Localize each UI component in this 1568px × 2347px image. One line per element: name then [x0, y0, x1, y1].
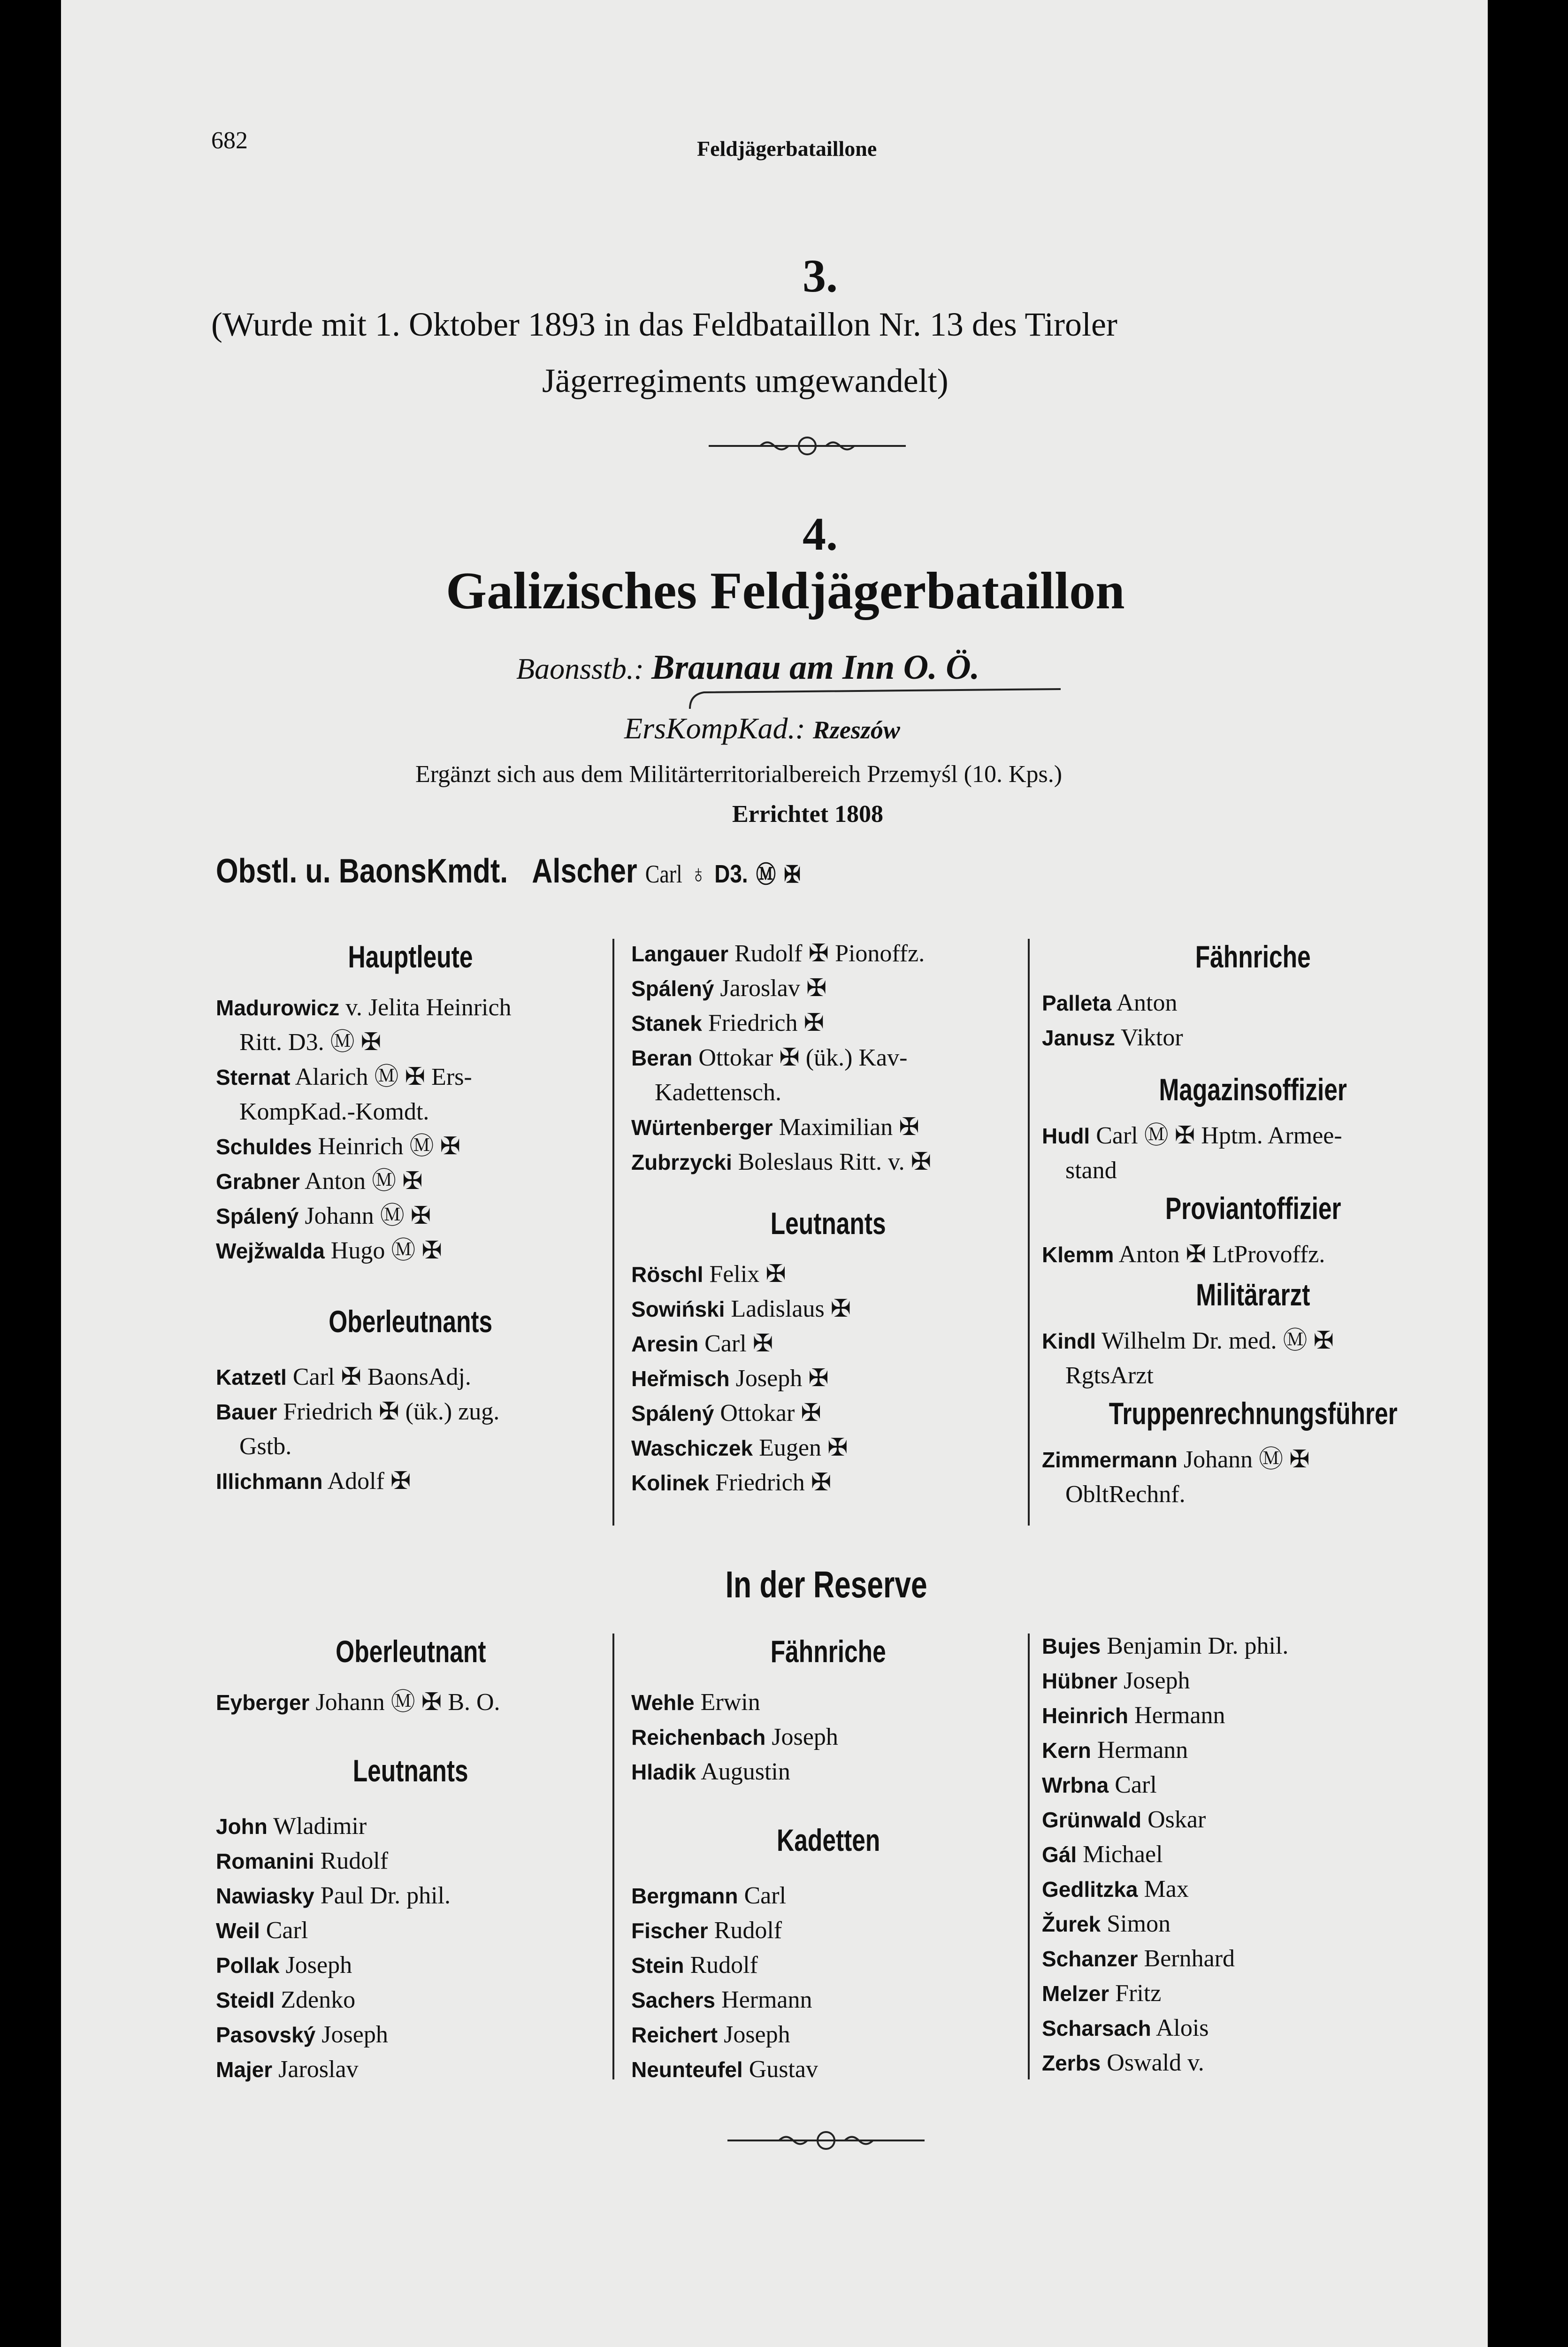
surname: Wehle — [631, 1690, 695, 1715]
reserve-col-2 — [631, 1634, 1025, 2087]
list-item — [216, 1129, 605, 1164]
entry-detail: Ottokar ✠ (ük.) Kav- — [692, 1044, 908, 1071]
entry-detail: RgtsArzt — [1065, 1362, 1154, 1389]
list-item — [1042, 1237, 1464, 1272]
list-item — [631, 1041, 1025, 1075]
underline-flourish — [685, 685, 1070, 713]
entry-detail: Boleslaus Ritt. v. ✠ — [732, 1149, 932, 1175]
surname: Bujes — [1042, 1634, 1101, 1658]
station-line — [516, 648, 979, 688]
entry-detail: Joseph — [315, 2021, 388, 2048]
reserve-col-3 — [1042, 1629, 1464, 2080]
list-item — [1042, 2011, 1464, 2046]
surname: Aresin — [631, 1332, 699, 1356]
surname: Illichmann — [216, 1469, 323, 1494]
list-item — [1042, 1442, 1464, 1477]
list-item — [1042, 1629, 1464, 1664]
entry-detail: Heinrich Ⓜ ✠ — [312, 1133, 461, 1160]
surname: John — [216, 1814, 268, 1839]
arzt-list — [1042, 1324, 1464, 1393]
list-item — [1042, 1153, 1464, 1188]
list-item — [631, 1110, 1025, 1145]
surname: Scharsach — [1042, 2016, 1151, 2040]
column-rule — [1028, 1634, 1030, 2079]
surname: Spálený — [631, 1401, 714, 1426]
surname: Stein — [631, 1953, 684, 1978]
list-item — [631, 1913, 1025, 1948]
list-item — [216, 1983, 605, 2017]
list-item — [216, 1879, 605, 1913]
list-item — [1042, 1872, 1464, 1907]
hauptleute-continued-list — [631, 936, 1025, 1180]
list-item — [1042, 986, 1464, 1020]
list-item — [631, 971, 1025, 1006]
list-item — [216, 1948, 605, 1983]
list-item — [631, 1720, 1025, 1755]
section-3-note-line1: (Wurde mit 1. Oktober 1893 in das Feldbataillon Nr. 13 des Tiroler — [211, 306, 1117, 343]
entry-detail: Ritt. D3. Ⓜ ✠ — [239, 1029, 382, 1056]
entry-detail: Hermann — [715, 1987, 812, 2013]
reserve-leutnants-list — [216, 1809, 605, 2087]
surname: Romanini — [216, 1849, 314, 1873]
surname: Gedlitzka — [1042, 1877, 1138, 1902]
entry-detail: Joseph — [718, 2021, 790, 2048]
surname: Bergmann — [631, 1884, 738, 1908]
list-item — [216, 1464, 605, 1499]
surname: Zerbs — [1042, 2051, 1101, 2075]
list-item — [216, 1429, 605, 1464]
list-item — [631, 1431, 1025, 1465]
list-item — [1042, 1837, 1464, 1872]
list-item — [216, 1844, 605, 1879]
active-col-3 — [1042, 939, 1464, 1512]
list-item — [631, 1361, 1025, 1396]
surname: Reichenbach — [631, 1725, 766, 1749]
entry-detail: Carl ✠ — [698, 1330, 773, 1357]
reserve-faehnriche-heading: Fähnriche — [770, 1634, 887, 1669]
list-item — [216, 1025, 605, 1060]
surname: Kindl — [1042, 1329, 1096, 1353]
entry-detail: Johann Ⓜ ✠ — [298, 1203, 431, 1229]
entry-detail: Wladimir — [267, 1813, 367, 1840]
hauptleute-heading: Hauptleute — [348, 939, 474, 974]
commander-name: Alscher — [532, 852, 637, 890]
proviant-list — [1042, 1237, 1464, 1272]
arzt-heading: Militärarzt — [1196, 1277, 1310, 1312]
list-item — [631, 1983, 1025, 2017]
page — [61, 0, 1488, 2347]
entry-detail: Adolf ✠ — [322, 1468, 411, 1495]
entry-detail: stand — [1065, 1157, 1117, 1184]
errichtet-line: Errichtet 1808 — [732, 801, 884, 828]
entry-detail: Joseph — [765, 1724, 838, 1750]
entry-detail: Johann Ⓜ ✠ B. O. — [309, 1689, 500, 1716]
erskomp-label: ErsKompKad.: — [624, 712, 805, 745]
surname: Hübner — [1042, 1669, 1117, 1693]
battalion-title: Galizisches Feldjägerbataillon — [446, 562, 1125, 620]
entry-detail: Carl Ⓜ ✠ Hptm. Armee- — [1090, 1122, 1342, 1149]
entry-detail: Gstb. — [239, 1433, 292, 1460]
station-label: Baonsstb.: — [516, 652, 644, 685]
entry-detail: Hermann — [1128, 1702, 1225, 1729]
commander-given: Carl — [645, 860, 682, 888]
entry-detail: ObltRechnf. — [1065, 1481, 1186, 1508]
entry-detail: v. Jelita Heinrich — [339, 994, 512, 1021]
surname: Palleta — [1042, 991, 1112, 1015]
surname: Gál — [1042, 1842, 1077, 1867]
list-item — [1042, 1119, 1464, 1153]
surname: Melzer — [1042, 1981, 1109, 2006]
entry-detail: Ottokar ✠ — [714, 1400, 821, 1427]
list-item — [1042, 1698, 1464, 1733]
column-rule — [612, 939, 614, 1526]
entry-detail: Rudolf ✠ Pionoffz. — [728, 940, 925, 967]
entry-detail: Oswald v. — [1101, 2049, 1204, 2076]
entry-detail: Eugen ✠ — [753, 1434, 848, 1461]
surname: Žurek — [1042, 1912, 1101, 1936]
surname: Weil — [216, 1918, 260, 1943]
reserve-oberleutnant-list — [216, 1685, 605, 1720]
surname: Heřmisch — [631, 1366, 730, 1391]
list-item — [1042, 1768, 1464, 1802]
entry-detail: Augustin — [696, 1758, 790, 1785]
surname: Pollak — [216, 1953, 280, 1978]
entry-detail: Simon — [1101, 1910, 1171, 1937]
entry-detail: Hugo Ⓜ ✠ — [324, 1237, 442, 1264]
hauptleute-list — [216, 990, 605, 1268]
column-rule — [612, 1634, 614, 2079]
entry-detail: Paul Dr. phil. — [314, 1882, 451, 1909]
entry-detail: Wilhelm Dr. med. Ⓜ ✠ — [1095, 1327, 1334, 1354]
surname: Reichert — [631, 2023, 718, 2047]
proviant-heading: Proviantoffizier — [1165, 1191, 1341, 1226]
surname: Pasovský — [216, 2023, 316, 2047]
reserve-leutnants-heading: Leutnants — [353, 1753, 468, 1788]
surname: Grünwald — [1042, 1808, 1142, 1832]
truppen-list — [1042, 1442, 1464, 1512]
surname: Madurowicz — [216, 996, 340, 1020]
cross-icon: ✠ — [784, 861, 801, 888]
entry-detail: Viktor — [1115, 1024, 1183, 1051]
entry-detail: Maximilian ✠ — [773, 1114, 919, 1141]
surname: Neunteufel — [631, 2057, 743, 2082]
list-item — [631, 936, 1025, 971]
entry-detail: Oskar — [1141, 1806, 1206, 1833]
list-item — [631, 1948, 1025, 1983]
entry-detail: Felix ✠ — [703, 1261, 786, 1288]
surname: Spálený — [216, 1204, 299, 1228]
surname: Wrbna — [1042, 1773, 1109, 1797]
surname: Kern — [1042, 1738, 1091, 1763]
surname: Majer — [216, 2057, 273, 2082]
list-item — [216, 1685, 605, 1720]
list-item — [216, 1060, 605, 1095]
surname: Spálený — [631, 976, 714, 1001]
active-col-1 — [216, 939, 605, 1499]
surname: Beran — [631, 1046, 693, 1070]
erskomp-line — [624, 711, 900, 746]
oberleutnants-list — [216, 1360, 605, 1499]
surname: Langauer — [631, 942, 729, 966]
reserve-col-1 — [216, 1634, 605, 2087]
entry-detail: Kadettensch. — [655, 1079, 782, 1106]
list-item — [631, 2052, 1025, 2087]
entry-detail: Zdenko — [275, 1987, 356, 2013]
list-item — [216, 2017, 605, 2052]
surname: Janusz — [1042, 1026, 1115, 1050]
entry-detail: Joseph ✠ — [729, 1365, 829, 1392]
list-item — [631, 1879, 1025, 1913]
list-item — [631, 1685, 1025, 1720]
list-item — [1042, 1324, 1464, 1358]
entry-detail: Bernhard — [1138, 1945, 1235, 1972]
list-item — [1042, 1802, 1464, 1837]
erskomp-value: Rzeszów — [812, 716, 900, 744]
entry-detail: Anton ✠ LtProvoffz. — [1114, 1241, 1325, 1268]
reserve-faehnriche-list — [631, 1685, 1025, 1789]
list-item — [1042, 2046, 1464, 2080]
entry-detail: Alarich Ⓜ ✠ Ers- — [290, 1064, 472, 1090]
list-item — [631, 1396, 1025, 1431]
list-item — [631, 1145, 1025, 1180]
surname: Sowiński — [631, 1297, 725, 1321]
surname: Sachers — [631, 1988, 716, 2012]
list-item — [216, 1360, 605, 1395]
entry-detail: Jaroslav — [272, 2056, 359, 2083]
list-item — [216, 1395, 605, 1429]
list-item — [1042, 1477, 1464, 1512]
entry-detail: Michael — [1077, 1841, 1163, 1868]
entry-detail: Max — [1138, 1876, 1189, 1902]
surname: Schuldes — [216, 1135, 312, 1159]
section-3-number: 3. — [803, 250, 838, 302]
oberleutnants-heading: Oberleutnants — [329, 1304, 493, 1339]
surname: Zimmermann — [1042, 1448, 1178, 1472]
decoration-icon: ♁ — [690, 860, 707, 888]
surname: Sternat — [216, 1065, 291, 1089]
entry-detail: Rudolf — [708, 1917, 782, 1944]
entry-detail: KompKad.-Komdt. — [239, 1098, 429, 1125]
list-item — [631, 1755, 1025, 1789]
surname: Hudl — [1042, 1124, 1090, 1148]
merit-icon: Ⓜ — [756, 861, 776, 888]
list-item — [631, 1292, 1025, 1327]
list-item — [216, 1164, 605, 1199]
entry-detail: Friedrich ✠ — [702, 1010, 825, 1036]
reserve-kadetten-list — [631, 1879, 1025, 2087]
entry-detail: Carl — [260, 1917, 308, 1944]
surname: Würtenberger — [631, 1115, 773, 1140]
surname: Hladik — [631, 1760, 696, 1784]
column-rule — [1028, 939, 1030, 1526]
commander-suffix: D3. — [714, 860, 748, 888]
entry-detail: Anton — [1111, 989, 1178, 1016]
list-item — [1042, 1941, 1464, 1976]
ornament-divider-bottom — [727, 2129, 925, 2152]
reserve-heading-wrap — [697, 1563, 956, 1606]
section-4-number: 4. — [803, 508, 838, 560]
list-item — [1042, 1020, 1464, 1055]
entry-detail: Alois — [1151, 2015, 1209, 2041]
list-item — [216, 1199, 605, 1234]
list-item — [631, 1465, 1025, 1500]
entry-detail: Jaroslav ✠ — [714, 975, 827, 1002]
entry-detail: Fritz — [1109, 1980, 1162, 2007]
entry-detail: Rudolf — [314, 1848, 389, 1874]
reserve-heading: In der Reserve — [725, 1564, 927, 1605]
leutnants-heading: Leutnants — [771, 1206, 886, 1241]
surname: Röschl — [631, 1262, 704, 1287]
list-item — [1042, 1733, 1464, 1768]
magazin-heading: Magazinsoffizier — [1159, 1072, 1347, 1107]
entry-detail: Carl — [738, 1882, 787, 1909]
list-item — [216, 1913, 605, 1948]
entry-detail: Ladislaus ✠ — [725, 1296, 851, 1322]
station-value: Braunau am Inn O. Ö. — [651, 648, 980, 687]
surname: Bauer — [216, 1400, 277, 1424]
active-col-2 — [631, 936, 1025, 1500]
entry-detail: Joseph — [279, 1952, 352, 1979]
surname: Stanek — [631, 1011, 702, 1035]
list-item — [1042, 1907, 1464, 1941]
section-3-note-line2: Jägerregiments umgewandelt) — [542, 362, 948, 399]
reserve-kadetten-continued-list — [1042, 1629, 1464, 2080]
list-item — [216, 1095, 605, 1129]
page-number: 682 — [211, 127, 248, 154]
surname: Wejžwalda — [216, 1239, 325, 1263]
list-item — [1042, 1664, 1464, 1698]
list-item — [631, 1006, 1025, 1041]
surname: Fischer — [631, 1918, 708, 1943]
surname: Schanzer — [1042, 1947, 1138, 1971]
surname: Zubrzycki — [631, 1150, 732, 1174]
faehnriche-list — [1042, 986, 1464, 1055]
reserve-oberleutnant-heading: Oberleutnant — [335, 1634, 486, 1669]
list-item — [631, 2017, 1025, 2052]
surname: Katzetl — [216, 1365, 287, 1389]
surname: Heinrich — [1042, 1703, 1129, 1728]
surname: Kolinek — [631, 1471, 710, 1495]
entry-detail: Joseph — [1117, 1667, 1190, 1694]
entry-detail: Erwin — [694, 1689, 760, 1716]
list-item — [216, 1809, 605, 1844]
list-item — [631, 1257, 1025, 1292]
entry-detail: Anton Ⓜ ✠ — [299, 1168, 423, 1195]
list-item — [216, 990, 605, 1025]
commander-rank: Obstl. u. BaonsKmdt. — [216, 852, 508, 890]
list-item — [1042, 1976, 1464, 2011]
ornament-divider — [709, 434, 906, 458]
list-item — [1042, 1358, 1464, 1393]
entry-detail: Johann Ⓜ ✠ — [1177, 1446, 1310, 1473]
leutnants-list — [631, 1257, 1025, 1500]
list-item — [216, 1234, 605, 1268]
surname: Waschiczek — [631, 1436, 753, 1460]
surname: Nawiasky — [216, 1884, 314, 1908]
magazin-list — [1042, 1119, 1464, 1188]
truppen-heading: Truppenrechnungsführer — [1109, 1396, 1398, 1431]
list-item — [216, 2052, 605, 2087]
entry-detail: Benjamin Dr. phil. — [1101, 1633, 1289, 1659]
entry-detail: Carl — [1109, 1772, 1157, 1798]
surname: Klemm — [1042, 1243, 1114, 1267]
entry-detail: Carl ✠ BaonsAdj. — [286, 1364, 471, 1390]
surname: Grabner — [216, 1169, 300, 1194]
entry-detail: Friedrich ✠ — [709, 1469, 832, 1496]
running-title: Feldjägerbataillone — [697, 137, 877, 161]
ergaenzt-line: Ergänzt sich aus dem Militärterritorialbereich Przemyśl (10. Kps.) — [415, 761, 1063, 788]
entry-detail: Gustav — [742, 2056, 818, 2083]
entry-detail: Friedrich ✠ (ük.) zug. — [277, 1398, 500, 1425]
surname: Steidl — [216, 1988, 275, 2012]
list-item — [631, 1327, 1025, 1361]
entry-detail: Rudolf — [684, 1952, 758, 1979]
list-item — [631, 1075, 1025, 1110]
reserve-kadetten-heading: Kadetten — [776, 1823, 880, 1857]
faehnriche-heading: Fähnriche — [1195, 939, 1311, 974]
surname: Eyberger — [216, 1690, 310, 1715]
entry-detail: Hermann — [1091, 1737, 1188, 1764]
commander-line — [216, 852, 801, 890]
